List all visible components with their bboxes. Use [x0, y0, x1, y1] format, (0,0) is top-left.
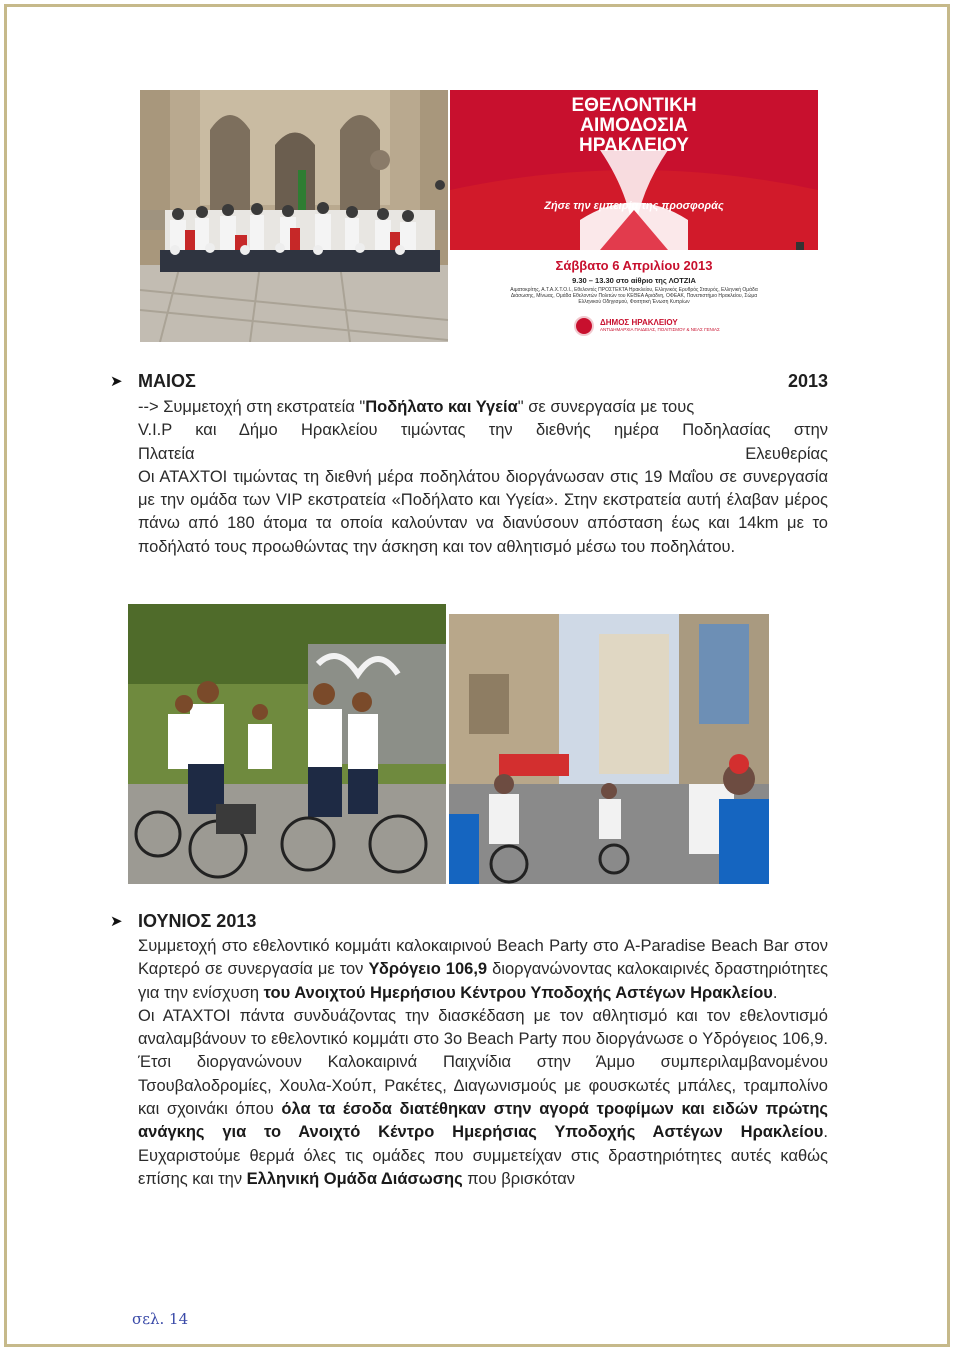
may-heading-year: 2013 [787, 371, 828, 391]
poster-title-line-1: ΕΘΕΛΟΝΤΙΚΗ [571, 95, 697, 116]
june-heading [110, 911, 828, 935]
poster-title-line-3: ΗΡΑΚΛΕΙΟΥ [579, 135, 689, 156]
june-paragraph-2 [138, 1005, 828, 1191]
poster-time: 9.30 – 13.30 στο αίθριο της ΛΟΤΖΙΑ [572, 276, 696, 285]
may-heading-text: ΜΑΙΟΣ [138, 371, 196, 391]
street-cycling-photo-image [449, 614, 769, 884]
poster-dimos: ΔΗΜΟΣ ΗΡΑΚΛΕΙΟΥ [600, 318, 678, 327]
poster-organizers: Αιματοκρίτης, Α.Τ.Α.Χ.Τ.Ο.Ι., Εθελοντές ΠΡΟΣΤΕΚΤΑ Ηρακλείου, Ελληνικός Ερυθρός Σταυρός, Ελληνική Ομάδα Διάσωσης, Μίνωας, Ομάδα Εθελοντών Πολιτών του ΚΕΘΕΑ Αριάδνη, ΟΦΕΑΚ, Πανεπιστήμιο Ηρακλείου, Σώμα Ελληνικού Οδηγισμού, Φοιτητική Ένωση Κυπρίων [510, 287, 758, 305]
may-heading [110, 371, 828, 395]
june-body [138, 935, 828, 1191]
rescue-team-name: Ελληνική Ομάδα Διάσωσης [246, 1169, 463, 1188]
june-p2-mid: . Ευχαριστούμε θερμά όλες τις ομάδες που συμμετείχαν στις δραστηριότητες αυτές καθώς επίσης και την [138, 1123, 828, 1188]
poster-title-line-2: ΑΙΜΟΔΟΣΙΑ [580, 115, 688, 136]
poster-corner-mark [796, 242, 804, 250]
may-line-3: Πλατεία Ελευθερίας [138, 444, 828, 463]
campaign-name: Ποδήλατο και Υγεία [365, 398, 518, 416]
poster-dimos-sub: ΑΝΤΙΔΗΜΑΡΧΙΑ ΠΑΙΔΕΙΑΣ, ΠΟΛΙΤΙΣΜΟΥ & ΝΕΑΣ ΓΕΝΙΑΣ [600, 327, 720, 332]
group-photo-image [140, 90, 448, 342]
june-p1-end: . [772, 983, 778, 1002]
june-p1-mid: διοργανώνοντας καλοκαιρινές δραστηριότητες για την ενίσχυση [138, 960, 829, 1002]
june-p2-pre: Οι ΑΤΑΧΤΟΙ πάντα συνδυάζοντας την διασκέδαση με τον αθλητισμό και τον εθελοντισμό αναλαμβάνουν το εθελοντικό κομμάτι στο 3ο Beach Party που διοργάνωσε ο Υδρόγειος 106,9. Έτσι διοργανώνουν Καλοκαιρινά Παιχνίδια στην Άμμο συμπεριλαμβανομένου Τσουβαλοδρομίες, Χουλα-Χούπ, Ρακέτες, Διαγωνισμούς με φουσκωτές μπάλες, τραμπολίνο και σχοινάκι όπου [138, 1006, 828, 1119]
proceeds-statement: όλα τα έσοδα διατέθηκαν στην αγορά τροφίμων και ειδών πρώτης ανάγκης για το Ανοιχτό Κέντρο Ημερήσιας Υποδοχής Αστέγων Ηρακλείου [138, 1100, 829, 1142]
dimos-logo-icon [574, 316, 594, 336]
may-line-1-post: " σε συνεργασία με τους [517, 398, 695, 416]
june-paragraph-1 [138, 935, 828, 1005]
blood-donation-poster [450, 90, 818, 342]
june-p1-pre: Συμμετοχή στο εθελοντικό κομμάτι καλοκαιρινού Beach Party στο A-Paradise Beach Bar στον Καρτερό σε συνεργασία με τον [138, 937, 828, 979]
shelter-name: του Ανοιχτού Ημερήσιου Κέντρου Υποδοχής Αστέγων Ηρακλείου [263, 983, 773, 1002]
may-paragraph: Οι ΑΤΑΧΤΟΙ τιμώντας τη διεθνή μέρα ποδηλάτου διοργάνωσαν στις 19 Μαΐου σε συνεργασία με την ομάδα των VIP εκστρατεία «Ποδήλατο και Υγεία». Στην εκστρατεία αυτή έλαβαν μέρος πάνω από 180 άτομα τα οποία καλούνταν να διανύσουν απόσταση έως και 14km με το ποδήλατό τους προωθώντας την άσκηση και τον αθλητισμό μέσω του ποδηλάτου. [138, 467, 828, 556]
arrow-bullet-icon: ➤ [110, 372, 123, 390]
june-p2-end: που βρισκόταν [462, 1169, 575, 1188]
radio-name: Υδρόγειο 106,9 [368, 960, 488, 979]
june-heading-text: ΙΟΥΝΙΟΣ 2013 [138, 911, 257, 931]
may-body [138, 396, 828, 559]
arrow-bullet-icon: ➤ [110, 912, 123, 930]
page-number: σελ. 14 [132, 1310, 189, 1328]
poster-title [450, 96, 818, 156]
poster-date: Σάββατο 6 Απριλίου 2013 [555, 258, 713, 273]
may-line-2: V.I.P και Δήμο Ηρακλείου τιμώντας την διεθνής ημέρα Ποδηλασίας στην [138, 421, 828, 440]
poster-slogan: Ζήσε την εμπειρία της προσφοράς [544, 200, 724, 212]
may-line-1-pre: --> Συμμετοχή στη εκστρατεία " [138, 398, 366, 416]
cyclists-photo-image [128, 604, 446, 884]
may-line-1 [138, 396, 828, 419]
